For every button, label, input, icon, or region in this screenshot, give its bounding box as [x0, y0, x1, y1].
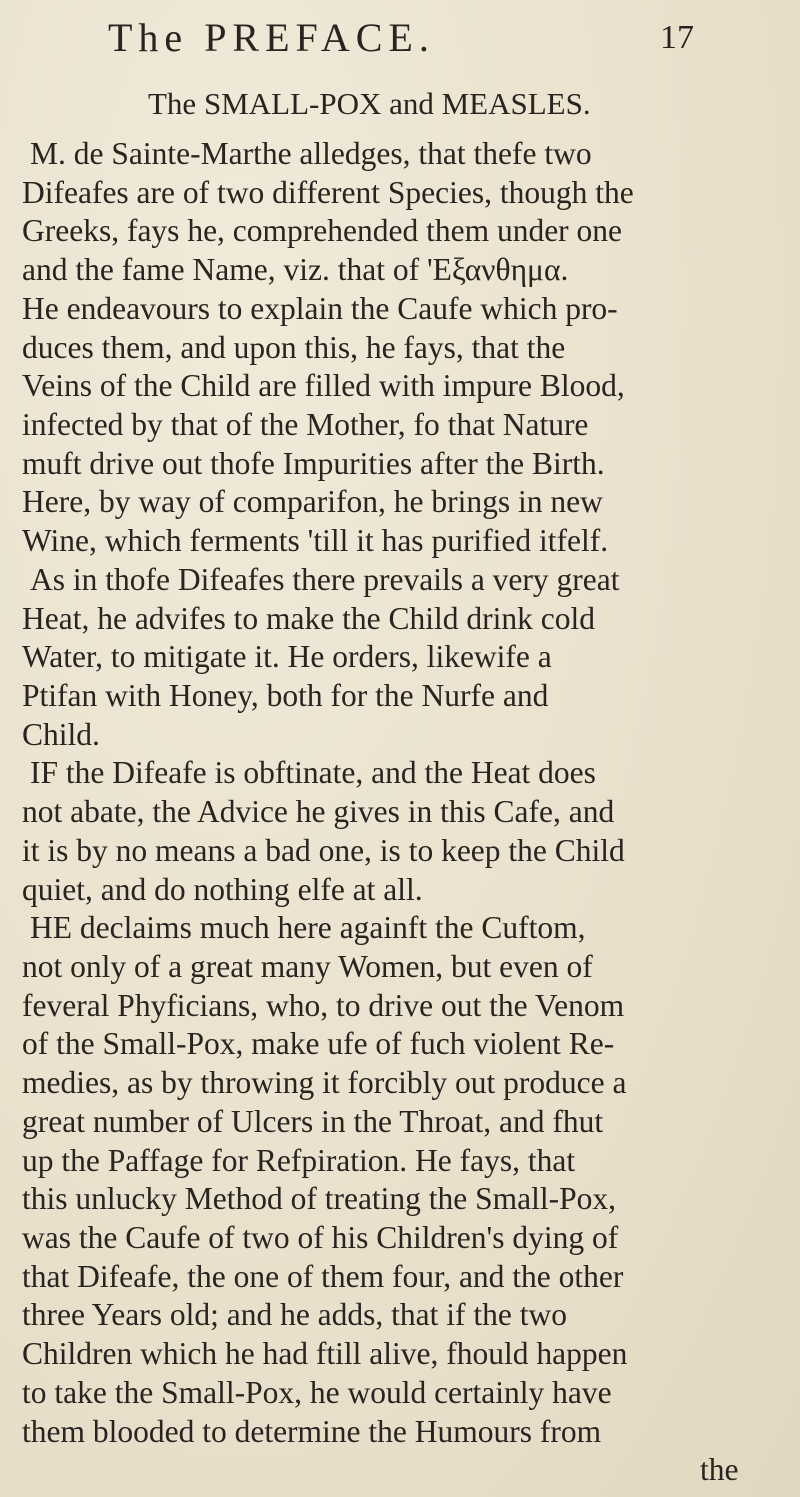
- text-line: As in thofe Difeafes there prevails a very great: [30, 561, 620, 597]
- text-line: not only of a great many Women, but even of: [22, 949, 593, 984]
- text-line: not abate, the Advice he gives in this Cafe, and: [22, 794, 615, 830]
- text-line: feveral Phyficians, who, to drive out the Venom: [22, 987, 625, 1023]
- text-line: muft drive out thofe Impurities after the Birth.: [22, 445, 605, 481]
- text-line: medies, as by throwing it forcibly out produce a: [22, 1065, 627, 1101]
- text-line: was the Caufe of two of his Children's dying of: [22, 1220, 619, 1255]
- text-line: duces them, and upon this, he fays, that the: [22, 329, 566, 365]
- catchword: the: [700, 1452, 739, 1488]
- text-line: Water, to mitigate it. He orders, likewife a: [22, 639, 552, 675]
- text-line: them blooded to determine the Humours from: [22, 1413, 602, 1449]
- text-line: and the fame Name, viz. that of 'Εξανθημα.: [22, 252, 569, 288]
- text-line: up the Paffage for Refpiration. He fays, that: [22, 1142, 576, 1178]
- text-line: this unlucky Method of treating the Small-Pox,: [22, 1181, 617, 1217]
- text-line: three Years old; and he adds, that if the two: [22, 1297, 568, 1333]
- text-line: Ptifan with Honey, both for the Nurfe and: [22, 678, 549, 713]
- text-line: Child.: [22, 716, 100, 752]
- text-line: Greeks, fays he, comprehended them under one: [22, 213, 623, 249]
- text-line: He endeavours to explain the Caufe which pro-: [22, 290, 618, 326]
- text-line: Children which he had ftill alive, fhould happen: [22, 1336, 628, 1372]
- text-line: infected by that of the Mother, fo that Nature: [22, 407, 589, 442]
- text-line: quiet, and do nothing elfe at all.: [22, 871, 423, 907]
- running-title: The PREFACE.: [108, 15, 435, 60]
- text-line: M. de Sainte-Marthe alledges, that thefe two: [30, 136, 592, 171]
- text-line: HE declaims much here againft the Cuftom,: [30, 910, 586, 946]
- text-line: that Difeafe, the one of them four, and the other: [22, 1258, 624, 1294]
- text-line: Heat, he advifes to make the Child drink cold: [22, 600, 595, 636]
- text-line: great number of Ulcers in the Throat, and fhut: [22, 1103, 604, 1139]
- text-line: of the Small-Pox, make ufe of fuch violent Re-: [22, 1026, 615, 1062]
- section-heading: The SMALL-POX and MEASLES.: [148, 86, 591, 121]
- text-line: Wine, which ferments 'till it has purified itfelf.: [22, 523, 609, 559]
- text-line: Difeafes are of two different Species, though the: [22, 174, 634, 210]
- text-line: it is by no means a bad one, is to keep the Child: [22, 832, 625, 868]
- text-line: to take the Small-Pox, he would certainly have: [22, 1374, 612, 1410]
- running-head: [0, 10, 800, 66]
- text-line: Here, by way of comparifon, he brings in new: [22, 484, 603, 520]
- text-line: Veins of the Child are filled with impure Blood,: [22, 368, 625, 404]
- text-line: IF the Difeafe is obftinate, and the Heat does: [30, 755, 596, 791]
- page-number: 17: [660, 19, 694, 56]
